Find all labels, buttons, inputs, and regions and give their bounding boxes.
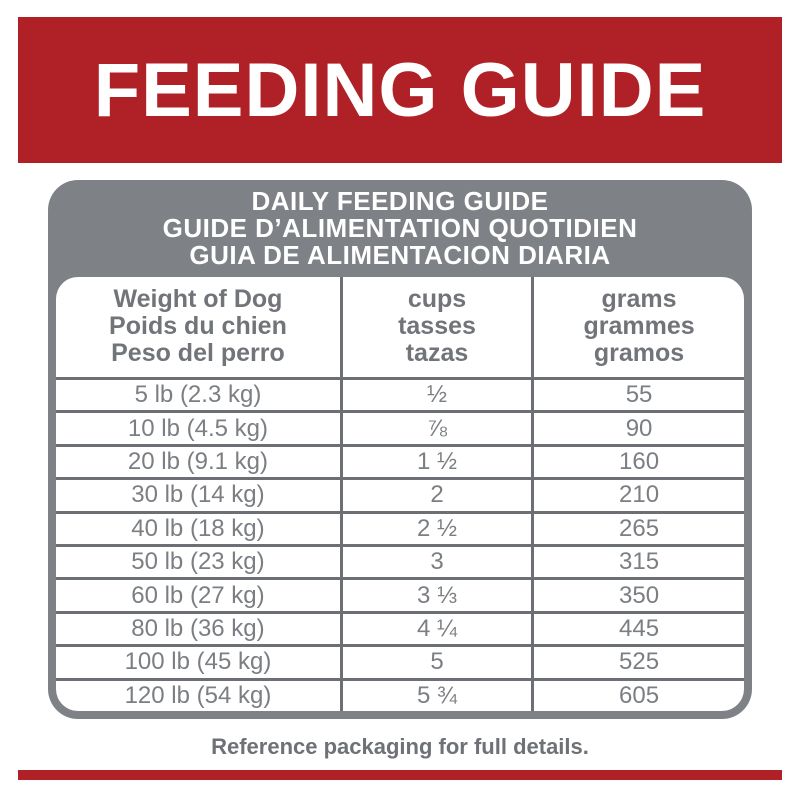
cell-cups: 5 <box>343 647 534 677</box>
table-row <box>56 644 744 677</box>
column-header-cups-fr: tasses <box>398 312 476 340</box>
cell-cups: 5 ¾ <box>343 681 534 711</box>
cell-cups: 3 <box>343 547 534 577</box>
feeding-table <box>56 277 744 711</box>
cell-cups: ½ <box>343 380 534 410</box>
table-row <box>56 678 744 711</box>
column-header-weight-es: Peso del perro <box>111 339 285 367</box>
cell-weight: 20 lb (9.1 kg) <box>56 447 343 477</box>
table-row <box>56 544 744 577</box>
cell-grams: 445 <box>619 615 660 643</box>
column-header-cups <box>343 277 534 377</box>
column-header-weight-en: Weight of Dog <box>113 285 283 313</box>
banner-title: FEEDING GUIDE <box>93 47 707 133</box>
table-row <box>56 577 744 610</box>
cell-grams: 605 <box>619 681 660 709</box>
footer-note: Reference packaging for full details. <box>211 734 589 759</box>
cell-weight: 60 lb (27 kg) <box>56 580 343 610</box>
cell-grams: 90 <box>625 414 653 442</box>
table-row <box>56 511 744 544</box>
cell-weight: 10 lb (4.5 kg) <box>56 413 343 443</box>
cell-grams: 55 <box>625 381 653 409</box>
cell-grams: 525 <box>619 648 660 676</box>
table-row <box>56 377 744 410</box>
column-header-cups-es: tazas <box>405 339 469 367</box>
cell-grams: 210 <box>619 481 660 509</box>
bottom-red-stripe <box>18 770 782 780</box>
cell-weight: 30 lb (14 kg) <box>56 480 343 510</box>
cell-weight: 120 lb (54 kg) <box>56 681 343 711</box>
cell-weight: 100 lb (45 kg) <box>56 647 343 677</box>
card-header-line-en: DAILY FEEDING GUIDE <box>251 186 549 216</box>
cell-grams: 160 <box>619 448 660 476</box>
column-header-cups-en: cups <box>407 285 467 313</box>
cell-weight: 50 lb (23 kg) <box>56 547 343 577</box>
column-header-grams <box>534 277 744 377</box>
cell-weight: 5 lb (2.3 kg) <box>56 380 343 410</box>
table-row <box>56 477 744 510</box>
table-row <box>56 410 744 443</box>
cell-grams: 315 <box>619 548 660 576</box>
card-header-line-fr: GUIDE D’ALIMENTATION QUOTIDIEN <box>162 213 638 243</box>
cell-cups: 2 ½ <box>343 514 534 544</box>
table-row <box>56 611 744 644</box>
card-header-line-es: GUIA DE ALIMENTACION DIARIA <box>189 240 611 270</box>
card-header <box>48 180 752 269</box>
column-header-grams-es: gramos <box>593 339 685 367</box>
cell-cups: 4 ¼ <box>343 614 534 644</box>
table-column-headers <box>56 277 744 377</box>
table-row <box>56 444 744 477</box>
cell-weight: 80 lb (36 kg) <box>56 614 343 644</box>
cell-cups: 2 <box>343 480 534 510</box>
column-header-grams-fr: grammes <box>583 312 695 340</box>
column-header-weight-fr: Poids du chien <box>109 312 287 340</box>
feeding-guide-banner <box>18 17 782 163</box>
cell-weight: 40 lb (18 kg) <box>56 514 343 544</box>
cell-cups: ⅞ <box>343 413 534 443</box>
table-rows <box>56 377 744 711</box>
cell-cups: 3 ⅓ <box>343 580 534 610</box>
cell-cups: 1 ½ <box>343 447 534 477</box>
cell-grams: 265 <box>619 514 660 542</box>
daily-feeding-guide-card <box>48 180 752 719</box>
cell-grams: 350 <box>619 581 660 609</box>
column-header-weight <box>56 277 343 377</box>
column-header-grams-en: grams <box>601 285 677 313</box>
